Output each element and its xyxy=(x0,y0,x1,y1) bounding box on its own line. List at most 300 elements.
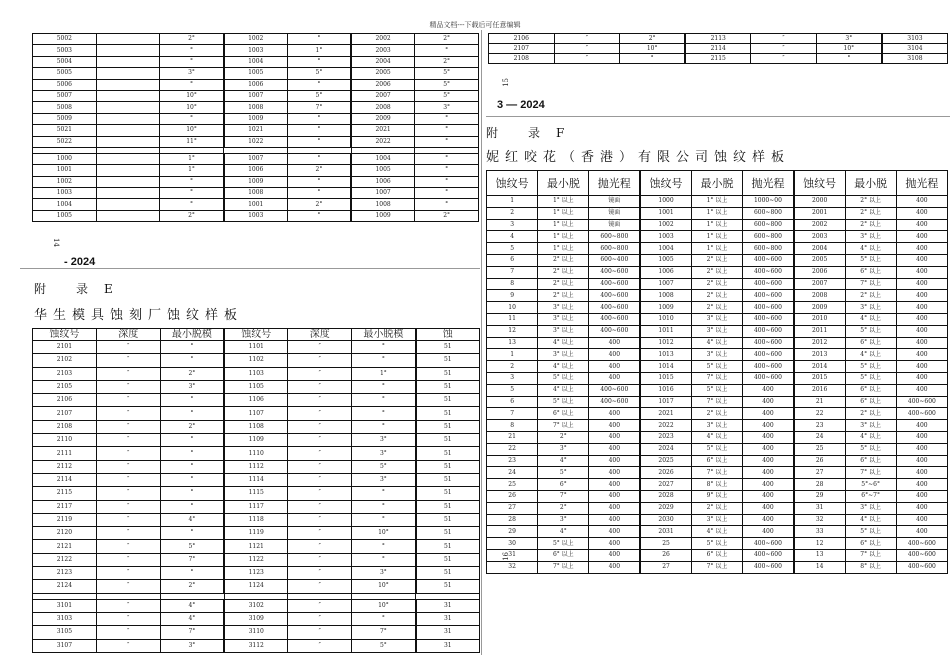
table-cell: 6° 以上 xyxy=(538,549,589,561)
table-cell: ″ xyxy=(96,434,160,447)
table-cell: 5° 以上 xyxy=(845,361,896,373)
table-cell: 1015 xyxy=(640,372,691,384)
table-cell: 2° 以上 xyxy=(538,254,589,266)
table-cell: ″ xyxy=(288,626,352,639)
table-cell: 1000~00 xyxy=(743,196,794,208)
table-cell: 5° xyxy=(415,90,479,101)
table-cell: ″ xyxy=(96,473,160,486)
table-cell: 7° 以上 xyxy=(538,420,589,432)
table-cell: 400~600 xyxy=(896,396,947,408)
table-cell: ° xyxy=(160,56,224,67)
table-cell: 51 xyxy=(416,367,480,380)
table-row xyxy=(487,349,948,361)
table-cell: 2119 xyxy=(33,513,97,526)
table-cell: 6° 以上 xyxy=(845,337,896,349)
table-cell: ° xyxy=(287,153,351,164)
table-cell: 400 xyxy=(896,514,947,526)
table-cell: 2012 xyxy=(794,337,845,349)
table-cell: 2105 xyxy=(33,380,97,393)
table-cell: ° xyxy=(415,136,479,147)
table-cell: 400~600 xyxy=(743,361,794,373)
table-row xyxy=(33,553,480,566)
table-cell: ″ xyxy=(96,567,160,580)
table-cell: ″ xyxy=(96,612,160,625)
table-cell: 1° 以上 xyxy=(538,231,589,243)
table-cell: 1° 以上 xyxy=(691,231,742,243)
table-cell: 400~600 xyxy=(589,396,640,408)
table-cell: 7° 以上 xyxy=(691,561,742,573)
table-cell: 400 xyxy=(896,502,947,514)
table-cell: 600~800 xyxy=(743,231,794,243)
table-cell: 3° xyxy=(160,639,224,652)
table-cell: 9 xyxy=(487,290,538,302)
table-cell: 5° xyxy=(160,540,224,553)
table-cell xyxy=(96,56,160,67)
table-cell: ° xyxy=(160,500,224,513)
top-right-etch-table xyxy=(488,33,948,64)
column-header: 蚀纹号 xyxy=(794,171,845,196)
table-cell: 6° 以上 xyxy=(845,396,896,408)
table-cell: 1° 以上 xyxy=(538,207,589,219)
table-cell: 2114 xyxy=(33,473,97,486)
table-row xyxy=(487,372,948,384)
table-cell: 2011 xyxy=(794,325,845,337)
table-cell: 2024 xyxy=(640,443,691,455)
table-cell: 400 xyxy=(589,526,640,538)
table-row xyxy=(33,79,479,90)
table-cell: 23 xyxy=(487,455,538,467)
table-cell: 30 xyxy=(487,538,538,550)
table-cell: 镜面 xyxy=(589,196,640,208)
table-cell: 31 xyxy=(416,639,480,652)
table-cell: ° xyxy=(620,54,686,64)
table-cell: 3° 以上 xyxy=(845,502,896,514)
table-cell: 51 xyxy=(416,513,480,526)
table-cell: 2006 xyxy=(351,79,415,90)
table-row xyxy=(487,514,948,526)
table-cell: 2016 xyxy=(794,384,845,396)
table-cell: 2° 以上 xyxy=(845,196,896,208)
table-cell: 3112 xyxy=(224,639,288,652)
table-cell: 3102 xyxy=(224,599,288,612)
table-cell: ° xyxy=(415,199,479,210)
table-cell: 2013 xyxy=(794,349,845,361)
table-cell: 3° xyxy=(160,380,224,393)
table-cell: ° xyxy=(160,567,224,580)
table-row xyxy=(33,612,480,625)
table-cell: 400 xyxy=(743,455,794,467)
table-cell: 400 xyxy=(896,526,947,538)
table-cell: ° xyxy=(160,447,224,460)
table-cell: 1007 xyxy=(224,90,288,101)
table-cell: 镜面 xyxy=(589,207,640,219)
table-cell: ″ xyxy=(751,54,817,64)
table-cell: ° xyxy=(287,210,351,221)
table-cell: 2° 以上 xyxy=(538,278,589,290)
table-cell: ° xyxy=(415,188,479,199)
table-row xyxy=(487,467,948,479)
table-cell: 1° 以上 xyxy=(691,196,742,208)
table-cell: 6 xyxy=(487,254,538,266)
table-cell: ° xyxy=(160,487,224,500)
table-cell: 1° 以上 xyxy=(538,219,589,231)
table-cell: ″ xyxy=(288,434,352,447)
table-cell: ″ xyxy=(288,540,352,553)
table-cell: 600~400 xyxy=(589,254,640,266)
table-cell: 2010 xyxy=(794,313,845,325)
table-cell: 21 xyxy=(794,396,845,408)
table-cell: 5002 xyxy=(33,34,97,45)
table-cell: 2° 以上 xyxy=(691,254,742,266)
table-cell: ° xyxy=(352,612,416,625)
table-row xyxy=(33,407,480,420)
table-cell: ″ xyxy=(288,367,352,380)
table-cell: 11° xyxy=(160,136,224,147)
table-cell: 400 xyxy=(896,196,947,208)
table-row xyxy=(487,384,948,396)
table-row xyxy=(33,639,480,652)
page-number-16: 16 xyxy=(502,552,510,561)
table-cell: ″ xyxy=(554,54,620,64)
table-cell: 3° xyxy=(415,102,479,113)
table-row xyxy=(33,580,480,593)
table-cell: 400 xyxy=(589,420,640,432)
table-cell: 400 xyxy=(589,467,640,479)
table-row xyxy=(487,207,948,219)
table-row xyxy=(487,431,948,443)
table-cell: 3° xyxy=(352,567,416,580)
table-row xyxy=(487,479,948,491)
table-cell: 9° 以上 xyxy=(691,490,742,502)
table-cell: 51 xyxy=(416,380,480,393)
table-cell: ″ xyxy=(96,447,160,460)
table-cell: 1009 xyxy=(640,302,691,314)
table-cell: 2° 以上 xyxy=(845,290,896,302)
table-cell: ° xyxy=(352,380,416,393)
table-cell: 400 xyxy=(743,396,794,408)
table-cell: 1009 xyxy=(351,210,415,221)
appendix-f-title: 妮红咬花（香港）有限公司蚀纹样板 xyxy=(486,150,791,165)
table-cell: ″ xyxy=(554,34,620,44)
table-row xyxy=(487,490,948,502)
table-cell: 2° 以上 xyxy=(691,408,742,420)
table-cell: 13 xyxy=(487,337,538,349)
table-cell: 1001 xyxy=(640,207,691,219)
table-cell xyxy=(96,113,160,124)
table-cell: 1007 xyxy=(640,278,691,290)
table-cell: 8° 以上 xyxy=(845,561,896,573)
table-cell: 400 xyxy=(589,372,640,384)
table-cell: 22 xyxy=(794,408,845,420)
table-row xyxy=(33,199,479,210)
table-row xyxy=(487,361,948,373)
table-cell: ° xyxy=(816,54,882,64)
table-cell: 10° xyxy=(352,527,416,540)
table-cell: 5005 xyxy=(33,68,97,79)
table-cell: 31 xyxy=(487,549,538,561)
table-cell: ″ xyxy=(96,527,160,540)
table-cell: 2003 xyxy=(351,45,415,56)
table-cell: 1021 xyxy=(224,125,288,136)
table-cell: 4° 以上 xyxy=(691,431,742,443)
table-row xyxy=(33,599,480,612)
table-row xyxy=(487,561,948,573)
table-cell: 400 xyxy=(589,408,640,420)
table-row xyxy=(33,367,480,380)
table-row xyxy=(33,56,479,67)
table-cell: 3° 以上 xyxy=(691,420,742,432)
table-cell: 8° 以上 xyxy=(691,479,742,491)
table-cell: 400~600 xyxy=(743,290,794,302)
table-cell: 400 xyxy=(743,526,794,538)
table-cell: 6° 以上 xyxy=(691,549,742,561)
table-cell: ″ xyxy=(96,394,160,407)
table-cell: 3° 以上 xyxy=(538,325,589,337)
table-cell: 2009 xyxy=(794,302,845,314)
page-number-15: 15 xyxy=(502,78,510,87)
table-cell: 7° 以上 xyxy=(845,278,896,290)
table-cell: 2021 xyxy=(351,125,415,136)
table-cell: 400 xyxy=(896,372,947,384)
table-cell: 2001 xyxy=(794,207,845,219)
table-cell: ° xyxy=(160,176,224,187)
table-cell: ° xyxy=(415,125,479,136)
table-cell: 400~600 xyxy=(589,266,640,278)
table-row xyxy=(33,210,479,221)
table-cell: 2007 xyxy=(794,278,845,290)
table-cell: 4° 以上 xyxy=(845,313,896,325)
table-cell: 2° xyxy=(415,34,479,45)
table-row xyxy=(33,434,480,447)
table-cell: 2° xyxy=(538,502,589,514)
table-cell: 5 xyxy=(487,243,538,255)
table-cell: 1011 xyxy=(640,325,691,337)
table-cell: 2° xyxy=(160,367,224,380)
table-cell: ″ xyxy=(96,380,160,393)
table-cell: ° xyxy=(415,176,479,187)
table-cell: 1102 xyxy=(224,354,288,367)
table-cell: 1112 xyxy=(224,460,288,473)
table-row xyxy=(33,341,480,354)
table-cell: 5° 以上 xyxy=(845,443,896,455)
table-cell: 400 xyxy=(589,549,640,561)
table-cell: 2° 以上 xyxy=(845,408,896,420)
table-cell: 1° 以上 xyxy=(691,219,742,231)
table-cell: 51 xyxy=(416,394,480,407)
table-cell: 2022 xyxy=(351,136,415,147)
table-cell: 1005 xyxy=(33,210,97,221)
table-cell: 600~800 xyxy=(743,243,794,255)
table-cell: 1118 xyxy=(224,513,288,526)
table-cell: ° xyxy=(160,473,224,486)
table-cell: 4 xyxy=(487,231,538,243)
table-cell: 400 xyxy=(743,479,794,491)
table-cell: ″ xyxy=(96,460,160,473)
table-cell: ″ xyxy=(288,599,352,612)
table-cell: 2113 xyxy=(685,34,751,44)
table-cell: 400 xyxy=(896,254,947,266)
table-cell: 400~600 xyxy=(743,254,794,266)
table-cell: 51 xyxy=(416,580,480,593)
table-row xyxy=(33,153,479,164)
column-header: 最小脱 xyxy=(538,171,589,196)
table-cell: 400 xyxy=(589,455,640,467)
table-cell: 6° xyxy=(538,479,589,491)
table-cell: 2° xyxy=(160,420,224,433)
table-cell: 400~600 xyxy=(743,278,794,290)
table-row xyxy=(33,34,479,45)
column-header: 抛光程 xyxy=(589,171,640,196)
table-cell: 32 xyxy=(794,514,845,526)
table-cell: 400 xyxy=(896,455,947,467)
table-cell: 400 xyxy=(896,420,947,432)
table-cell: ° xyxy=(160,79,224,90)
table-cell: 2023 xyxy=(640,431,691,443)
table-cell: 400~600 xyxy=(896,408,947,420)
table-cell: 400~600 xyxy=(743,538,794,550)
table-cell: 2004 xyxy=(351,56,415,67)
table-cell: 3° xyxy=(816,34,882,44)
table-cell: ° xyxy=(287,113,351,124)
table-cell: 2021 xyxy=(640,408,691,420)
table-cell: 1 xyxy=(487,196,538,208)
table-cell: 1013 xyxy=(640,349,691,361)
table-cell: ″ xyxy=(288,473,352,486)
table-cell: ″ xyxy=(96,487,160,500)
divider-right xyxy=(486,116,950,117)
table-cell: ° xyxy=(352,540,416,553)
table-cell: 3 xyxy=(487,372,538,384)
table-cell: 6° 以上 xyxy=(538,408,589,420)
table-cell: 5008 xyxy=(33,102,97,113)
table-row xyxy=(487,196,948,208)
table-cell: 1004 xyxy=(351,153,415,164)
table-row xyxy=(33,420,480,433)
table-cell: 33 xyxy=(794,526,845,538)
table-cell: ° xyxy=(352,394,416,407)
table-cell: 27 xyxy=(487,502,538,514)
table-cell: 6 xyxy=(487,396,538,408)
table-cell: 2031 xyxy=(640,526,691,538)
table-cell: 400~600 xyxy=(589,302,640,314)
table-cell: 5° 以上 xyxy=(538,396,589,408)
table-cell: 3 xyxy=(487,219,538,231)
table-cell: ″ xyxy=(288,639,352,652)
table-cell: 600~800 xyxy=(743,219,794,231)
table-cell: 2124 xyxy=(33,580,97,593)
table-cell: ″ xyxy=(288,567,352,580)
table-cell: 1004 xyxy=(33,199,97,210)
column-header: 蚀纹号 xyxy=(224,329,288,341)
table-cell: ° xyxy=(160,354,224,367)
table-row xyxy=(487,290,948,302)
table-cell: 400 xyxy=(589,502,640,514)
table-cell: 2000 xyxy=(794,196,845,208)
table-cell xyxy=(96,102,160,113)
table-cell: 4° 以上 xyxy=(691,526,742,538)
table-cell: 400 xyxy=(896,467,947,479)
column-header: 最小脱模 xyxy=(160,329,224,341)
table-row xyxy=(487,337,948,349)
table-row xyxy=(487,502,948,514)
table-row xyxy=(487,266,948,278)
table-cell: 6° 以上 xyxy=(691,455,742,467)
table-cell: 1002 xyxy=(640,219,691,231)
table-cell: ° xyxy=(415,45,479,56)
table-cell: 6° 以上 xyxy=(845,538,896,550)
table-cell: 27 xyxy=(640,561,691,573)
table-cell: 2117 xyxy=(33,500,97,513)
table-cell xyxy=(96,199,160,210)
table-cell: 2° 以上 xyxy=(845,207,896,219)
table-cell: ″ xyxy=(96,407,160,420)
table-cell: 5022 xyxy=(33,136,97,147)
table-cell: 2106 xyxy=(489,34,555,44)
table-row xyxy=(489,44,948,54)
table-cell: 51 xyxy=(416,434,480,447)
table-cell: ° xyxy=(160,527,224,540)
table-cell: 1004 xyxy=(224,56,288,67)
table-cell: ″ xyxy=(96,599,160,612)
table-cell: ″ xyxy=(751,44,817,54)
table-cell: ° xyxy=(352,354,416,367)
table-cell: ″ xyxy=(288,394,352,407)
table-cell: 1101 xyxy=(224,341,288,354)
table-row xyxy=(33,113,479,124)
table-cell: 1° 以上 xyxy=(538,243,589,255)
table-cell: 4° 以上 xyxy=(538,337,589,349)
table-cell: 1012 xyxy=(640,337,691,349)
table-cell: 5° 以上 xyxy=(691,384,742,396)
table-cell: 400 xyxy=(743,431,794,443)
table-cell: 400 xyxy=(896,431,947,443)
table-cell xyxy=(96,210,160,221)
table-cell: ° xyxy=(352,500,416,513)
table-cell: 3° 以上 xyxy=(691,313,742,325)
table-cell: 10° xyxy=(160,125,224,136)
table-row xyxy=(489,34,948,44)
table-cell: 400~600 xyxy=(743,372,794,384)
table-header-row xyxy=(487,171,948,196)
appendix-e-title: 华生模具蚀刻厂蚀纹样板 xyxy=(34,308,244,323)
table-cell: 400 xyxy=(589,443,640,455)
table-cell: ″ xyxy=(96,626,160,639)
table-cell: 400 xyxy=(896,278,947,290)
column-header: 深度 xyxy=(288,329,352,341)
table-cell: 1000 xyxy=(640,196,691,208)
table-cell: 7° xyxy=(160,626,224,639)
table-cell: ° xyxy=(415,113,479,124)
table-cell: 1007 xyxy=(224,153,288,164)
table-cell: 2108 xyxy=(489,54,555,64)
table-cell: 2° 以上 xyxy=(691,278,742,290)
table-cell: ° xyxy=(287,176,351,187)
table-cell: 2004 xyxy=(794,243,845,255)
table-cell: 1001 xyxy=(224,199,288,210)
table-cell: 2° xyxy=(160,210,224,221)
table-cell: ° xyxy=(352,420,416,433)
table-cell: ° xyxy=(287,136,351,147)
table-cell: 29 xyxy=(487,526,538,538)
table-cell: 400~600 xyxy=(589,290,640,302)
table-cell: ″ xyxy=(96,500,160,513)
table-cell: 3104 xyxy=(882,44,948,54)
table-cell: 5° xyxy=(352,639,416,652)
table-cell: 400~600 xyxy=(589,325,640,337)
table-cell: 2° 以上 xyxy=(538,290,589,302)
table-cell: 5° xyxy=(415,68,479,79)
table-cell: 1° xyxy=(160,153,224,164)
